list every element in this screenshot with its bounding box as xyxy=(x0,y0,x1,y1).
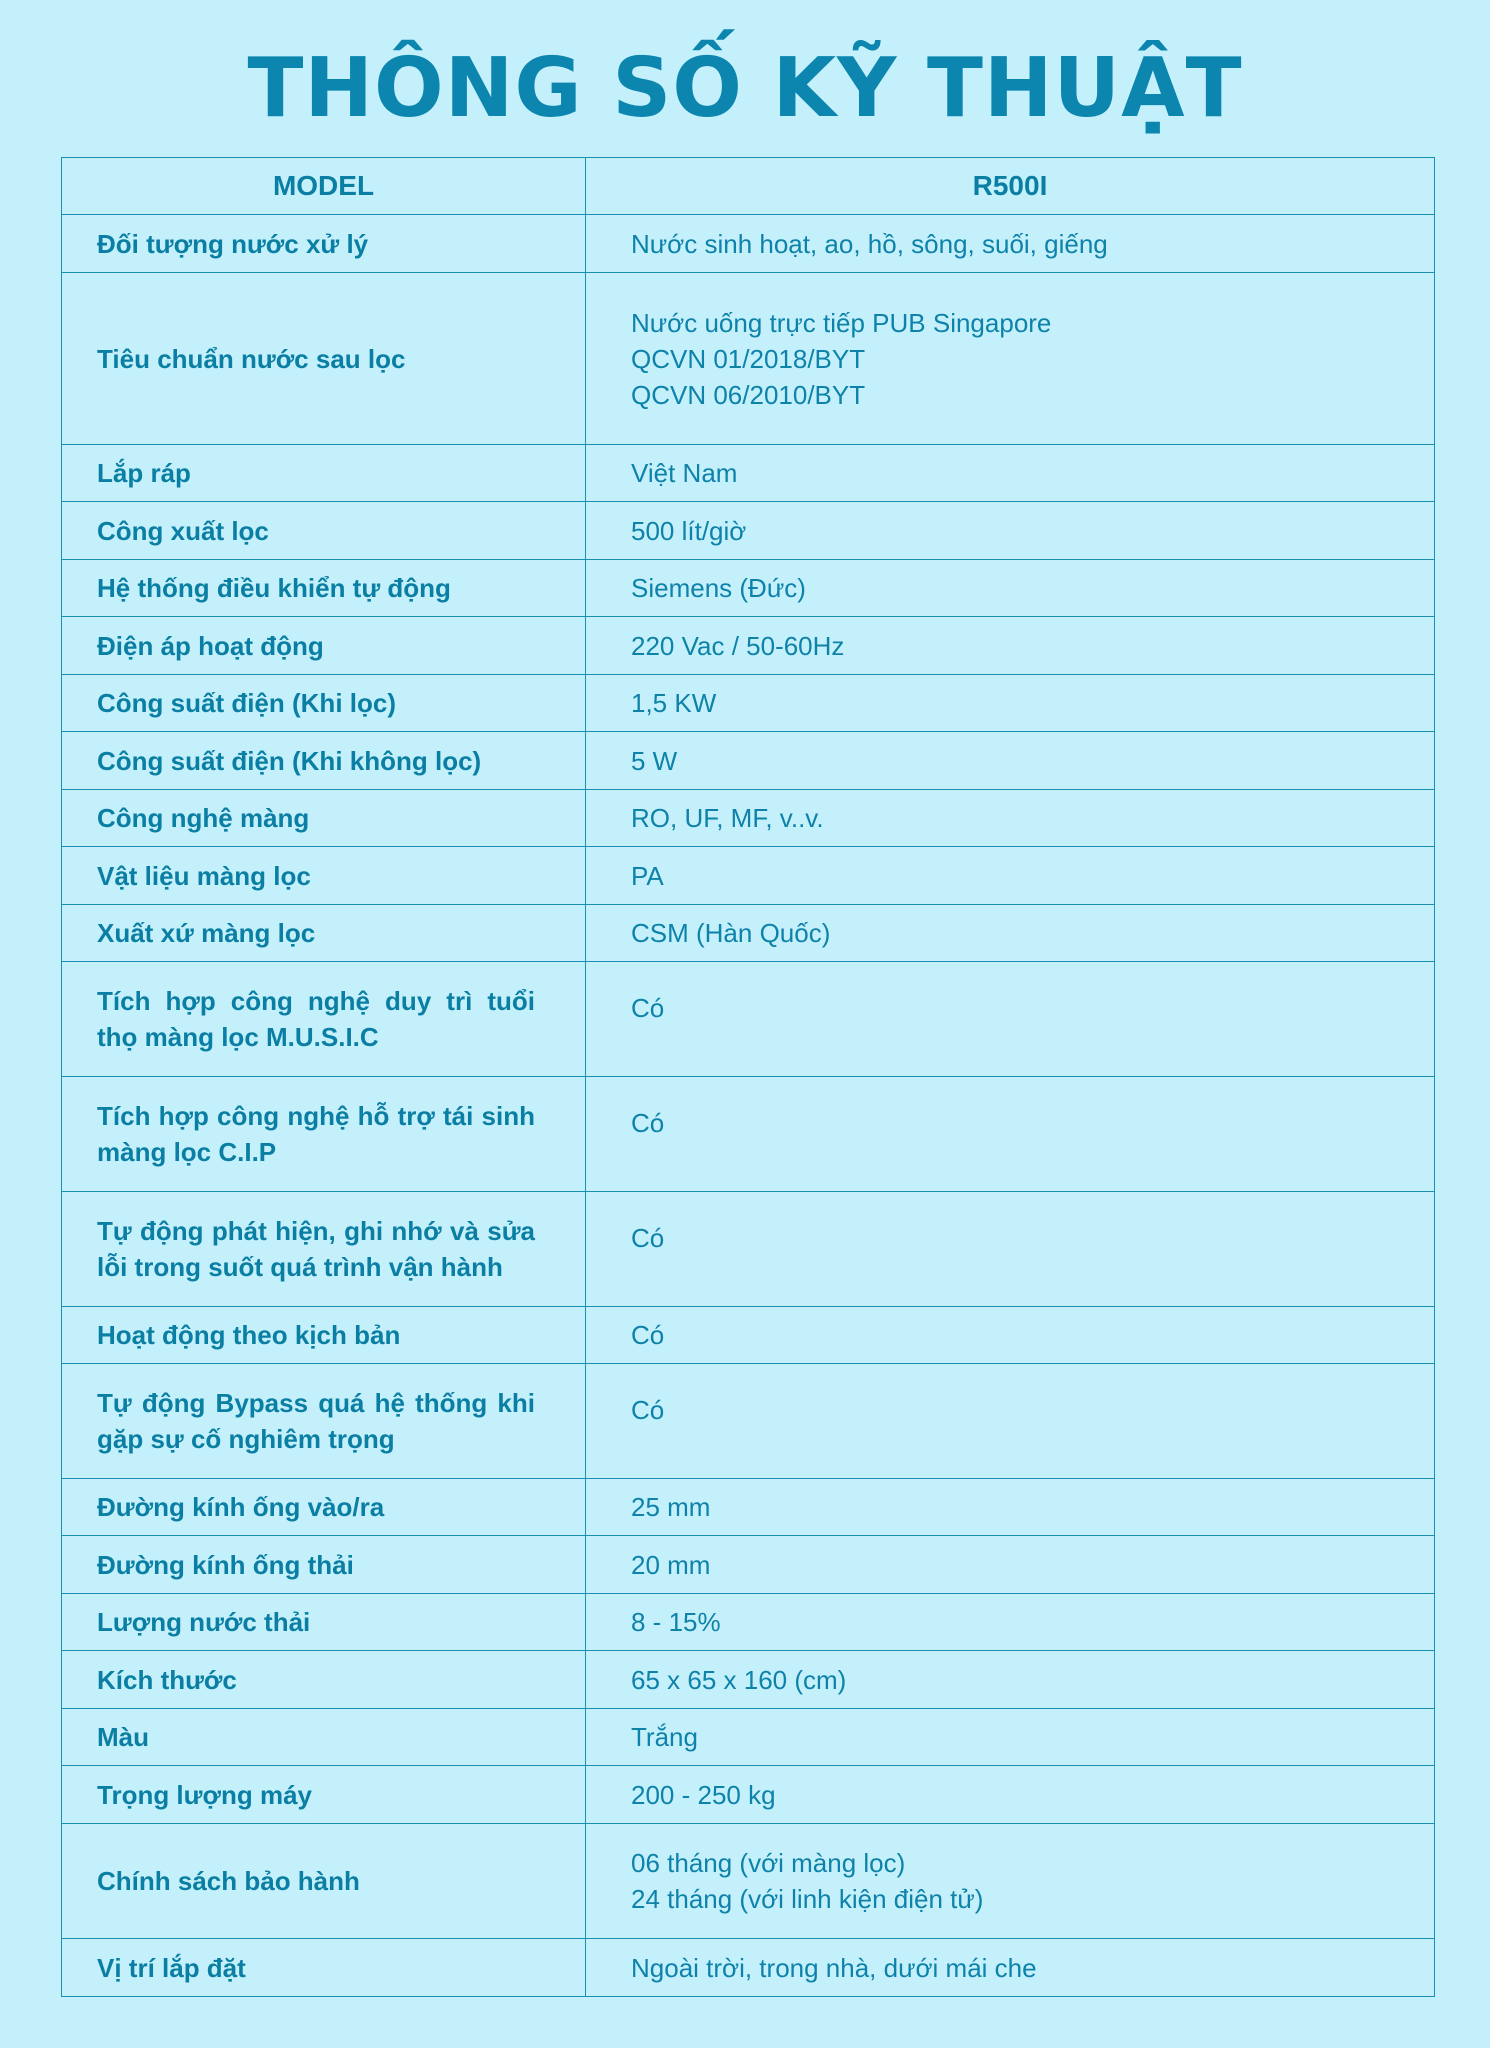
table-row xyxy=(62,1536,1435,1594)
table-row xyxy=(62,1824,1435,1939)
spec-value: Siemens (Đức) xyxy=(586,560,1435,617)
table-row xyxy=(62,962,1435,1077)
spec-value: 25 mm xyxy=(586,1479,1435,1536)
spec-label: Lắp ráp xyxy=(62,445,586,502)
model-value: R500I xyxy=(586,158,1435,215)
spec-label: Tự động Bypass quá hệ thống khi gặp sự cố nghiêm trọng xyxy=(62,1364,586,1479)
table-row xyxy=(62,273,1435,445)
table-row xyxy=(62,1077,1435,1192)
spec-value: 200 - 250 kg xyxy=(586,1766,1435,1824)
spec-value: 06 tháng (với màng lọc) 24 tháng (với linh kiện điện tử) xyxy=(586,1824,1435,1939)
table-row xyxy=(62,905,1435,962)
spec-value: CSM (Hàn Quốc) xyxy=(586,905,1435,962)
spec-label: Tích hợp công nghệ duy trì tuổi thọ màng lọc M.U.S.I.C xyxy=(62,962,586,1077)
spec-label: Tích hợp công nghệ hỗ trợ tái sinh màng lọc C.I.P xyxy=(62,1077,586,1192)
model-label: MODEL xyxy=(62,158,586,215)
spec-label: Vật liệu màng lọc xyxy=(62,847,586,905)
spec-value: Nước sinh hoạt, ao, hồ, sông, suối, giếng xyxy=(586,215,1435,273)
table-row xyxy=(62,502,1435,560)
spec-value: Có xyxy=(586,1364,1435,1479)
spec-value: 220 Vac / 50-60Hz xyxy=(586,617,1435,675)
table-row xyxy=(62,1364,1435,1479)
spec-value: PA xyxy=(586,847,1435,905)
spec-value: Có xyxy=(586,1077,1435,1192)
table-row xyxy=(62,1709,1435,1766)
table-row xyxy=(62,1939,1435,1997)
spec-label: Điện áp hoạt động xyxy=(62,617,586,675)
spec-label: Vị trí lắp đặt xyxy=(62,1939,586,1997)
spec-value: Nước uống trực tiếp PUB Singapore QCVN 01/2018/BYT QCVN 06/2010/BYT xyxy=(586,273,1435,445)
spec-label: Tiêu chuẩn nước sau lọc xyxy=(62,273,586,445)
table-header-row xyxy=(62,158,1435,215)
spec-value: 65 x 65 x 160 (cm) xyxy=(586,1651,1435,1709)
spec-label: Lượng nước thải xyxy=(62,1594,586,1651)
spec-value: 5 W xyxy=(586,732,1435,790)
table-row xyxy=(62,617,1435,675)
table-row xyxy=(62,560,1435,617)
spec-label: Công nghệ màng xyxy=(62,790,586,847)
table-row xyxy=(62,1192,1435,1307)
spec-value: Ngoài trời, trong nhà, dưới mái che xyxy=(586,1939,1435,1997)
table-row xyxy=(62,790,1435,847)
spec-value: Việt Nam xyxy=(586,445,1435,502)
table-row xyxy=(62,215,1435,273)
spec-label: Kích thước xyxy=(62,1651,586,1709)
spec-value: Trắng xyxy=(586,1709,1435,1766)
table-row xyxy=(62,1766,1435,1824)
spec-value: RO, UF, MF, v..v. xyxy=(586,790,1435,847)
spec-label: Công suất điện (Khi không lọc) xyxy=(62,732,586,790)
spec-value: 8 - 15% xyxy=(586,1594,1435,1651)
table-row xyxy=(62,1651,1435,1709)
spec-value: 1,5 KW xyxy=(586,675,1435,732)
spec-label: Xuất xứ màng lọc xyxy=(62,905,586,962)
spec-label: Hoạt động theo kịch bản xyxy=(62,1307,586,1364)
table-row xyxy=(62,675,1435,732)
spec-label: Đường kính ống thải xyxy=(62,1536,586,1594)
page-title: THÔNG SỐ KỸ THUẬT xyxy=(247,41,1243,136)
table-row xyxy=(62,847,1435,905)
spec-label: Chính sách bảo hành xyxy=(62,1824,586,1939)
table-row xyxy=(62,1479,1435,1536)
spec-value: Có xyxy=(586,962,1435,1077)
spec-value: Có xyxy=(586,1307,1435,1364)
spec-label: Hệ thống điều khiển tự động xyxy=(62,560,586,617)
table-row xyxy=(62,445,1435,502)
spec-label: Đối tượng nước xử lý xyxy=(62,215,586,273)
table-row xyxy=(62,732,1435,790)
table-row xyxy=(62,1307,1435,1364)
spec-label: Màu xyxy=(62,1709,586,1766)
spec-value: 20 mm xyxy=(586,1536,1435,1594)
spec-label: Đường kính ống vào/ra xyxy=(62,1479,586,1536)
spec-value: Có xyxy=(586,1192,1435,1307)
spec-table xyxy=(61,157,1435,1997)
spec-label: Trọng lượng máy xyxy=(62,1766,586,1824)
spec-label: Công suất điện (Khi lọc) xyxy=(62,675,586,732)
spec-label: Công xuất lọc xyxy=(62,502,586,560)
spec-label: Tự động phát hiện, ghi nhớ và sửa lỗi trong suốt quá trình vận hành xyxy=(62,1192,586,1307)
spec-value: 500 lít/giờ xyxy=(586,502,1435,560)
table-row xyxy=(62,1594,1435,1651)
